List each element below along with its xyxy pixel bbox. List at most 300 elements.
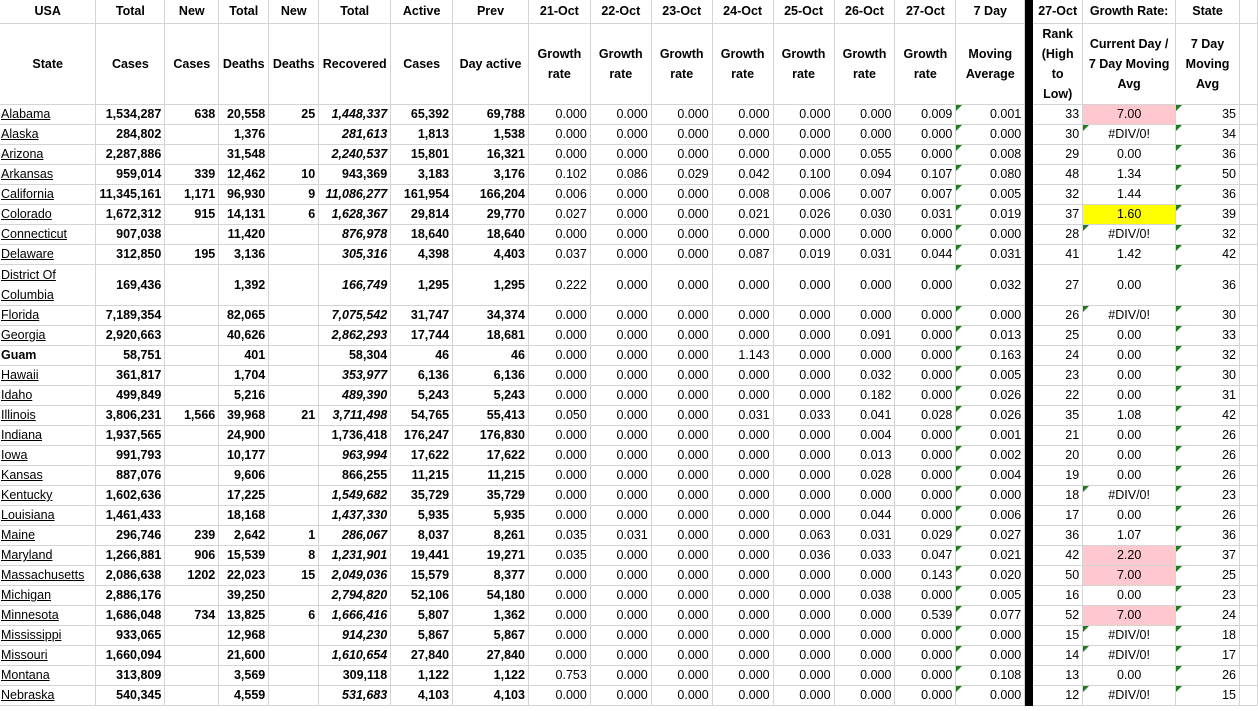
- total-cases-cell[interactable]: 499,849: [96, 386, 165, 406]
- growth-ratio-cell[interactable]: #DIV/0!: [1083, 626, 1176, 646]
- growth-ratio-cell[interactable]: 0.00: [1083, 466, 1176, 486]
- new-deaths-cell[interactable]: [269, 626, 319, 646]
- rank-cell[interactable]: 25: [1033, 326, 1083, 346]
- growth-rate-cell[interactable]: 0.000: [590, 506, 651, 526]
- growth-rate-cell[interactable]: 0.000: [651, 646, 712, 666]
- rank-cell[interactable]: 23: [1033, 366, 1083, 386]
- growth-rate-cell[interactable]: 0.000: [651, 606, 712, 626]
- prev-day-active-cell[interactable]: 4,103: [453, 686, 529, 706]
- growth-rate-cell[interactable]: 0.000: [590, 326, 651, 346]
- state-link[interactable]: Arizona: [0, 145, 96, 165]
- total-cases-cell[interactable]: 2,086,638: [96, 566, 165, 586]
- growth-rate-cell[interactable]: 0.000: [834, 125, 895, 145]
- total-deaths-cell[interactable]: 14,131: [219, 205, 269, 225]
- recovered-cell[interactable]: 305,316: [319, 245, 391, 265]
- prev-day-active-cell[interactable]: 1,362: [453, 606, 529, 626]
- growth-rate-cell[interactable]: 0.000: [528, 426, 590, 446]
- growth-rate-cell[interactable]: 0.086: [590, 165, 651, 185]
- moving-average-cell[interactable]: 0.027: [956, 526, 1025, 546]
- total-cases-cell[interactable]: 313,809: [96, 666, 165, 686]
- state-link[interactable]: Alaska: [0, 125, 96, 145]
- rank-cell[interactable]: 36: [1033, 526, 1083, 546]
- prev-day-active-cell[interactable]: 29,770: [453, 205, 529, 225]
- total-deaths-cell[interactable]: 40,626: [219, 326, 269, 346]
- growth-rate-cell[interactable]: 0.063: [773, 526, 834, 546]
- growth-rate-cell[interactable]: 0.000: [834, 105, 895, 125]
- moving-average-cell[interactable]: 0.013: [956, 326, 1025, 346]
- total-cases-cell[interactable]: 1,534,287: [96, 105, 165, 125]
- state-link[interactable]: Delaware: [0, 245, 96, 265]
- total-cases-cell[interactable]: 11,345,161: [96, 185, 165, 205]
- growth-ratio-cell[interactable]: #DIV/0!: [1083, 125, 1176, 145]
- growth-rate-cell[interactable]: 0.539: [895, 606, 956, 626]
- new-cases-cell[interactable]: [165, 326, 219, 346]
- new-deaths-cell[interactable]: [269, 686, 319, 706]
- recovered-cell[interactable]: 2,794,820: [319, 586, 391, 606]
- hdr-growth-rate[interactable]: Growth rate: [590, 24, 651, 105]
- growth-rate-cell[interactable]: 0.000: [528, 125, 590, 145]
- growth-rate-cell[interactable]: 0.026: [773, 205, 834, 225]
- total-cases-cell[interactable]: 991,793: [96, 446, 165, 466]
- hdr-deaths[interactable]: Deaths: [269, 24, 319, 105]
- growth-rate-cell[interactable]: 0.000: [651, 326, 712, 346]
- prev-day-active-cell[interactable]: 46: [453, 346, 529, 366]
- new-deaths-cell[interactable]: 1: [269, 526, 319, 546]
- moving-average-cell[interactable]: 0.031: [956, 245, 1025, 265]
- hdr-usa[interactable]: USA: [0, 0, 96, 24]
- growth-rate-cell[interactable]: 0.029: [651, 165, 712, 185]
- new-cases-cell[interactable]: 195: [165, 245, 219, 265]
- empty-cell[interactable]: [1239, 566, 1257, 586]
- growth-rate-cell[interactable]: 0.000: [590, 466, 651, 486]
- growth-rate-cell[interactable]: 0.037: [528, 245, 590, 265]
- growth-rate-cell[interactable]: 0.038: [834, 586, 895, 606]
- new-cases-cell[interactable]: 1202: [165, 566, 219, 586]
- rank-cell[interactable]: 28: [1033, 225, 1083, 245]
- growth-rate-cell[interactable]: 0.000: [712, 145, 773, 165]
- new-cases-cell[interactable]: [165, 446, 219, 466]
- moving-average-cell[interactable]: 0.008: [956, 145, 1025, 165]
- growth-rate-cell[interactable]: 0.000: [712, 566, 773, 586]
- growth-rate-cell[interactable]: 0.000: [712, 225, 773, 245]
- recovered-cell[interactable]: 1,666,416: [319, 606, 391, 626]
- empty-cell[interactable]: [1239, 245, 1257, 265]
- rank-cell[interactable]: 18: [1033, 486, 1083, 506]
- total-deaths-cell[interactable]: 4,559: [219, 686, 269, 706]
- growth-rate-cell[interactable]: 0.007: [895, 185, 956, 205]
- state-link[interactable]: Missouri: [0, 646, 96, 666]
- moving-average-cell[interactable]: 0.000: [956, 306, 1025, 326]
- growth-rate-cell[interactable]: 0.000: [712, 386, 773, 406]
- growth-rate-cell[interactable]: 0.006: [528, 185, 590, 205]
- state-link[interactable]: Connecticut: [0, 225, 96, 245]
- growth-rate-cell[interactable]: 0.000: [712, 486, 773, 506]
- state-link[interactable]: Michigan: [0, 586, 96, 606]
- total-cases-cell[interactable]: 933,065: [96, 626, 165, 646]
- growth-rate-cell[interactable]: 0.033: [834, 546, 895, 566]
- total-cases-cell[interactable]: 540,345: [96, 686, 165, 706]
- new-cases-cell[interactable]: [165, 486, 219, 506]
- new-cases-cell[interactable]: 915: [165, 205, 219, 225]
- state-7day-avg-cell[interactable]: 23: [1176, 586, 1240, 606]
- moving-average-cell[interactable]: 0.020: [956, 566, 1025, 586]
- rank-cell[interactable]: 50: [1033, 566, 1083, 586]
- growth-rate-cell[interactable]: 0.000: [712, 265, 773, 306]
- growth-rate-cell[interactable]: 0.000: [773, 466, 834, 486]
- recovered-cell[interactable]: 309,118: [319, 666, 391, 686]
- new-deaths-cell[interactable]: [269, 366, 319, 386]
- prev-day-active-cell[interactable]: 166,204: [453, 185, 529, 205]
- total-deaths-cell[interactable]: 39,968: [219, 406, 269, 426]
- growth-rate-cell[interactable]: 0.000: [895, 346, 956, 366]
- growth-ratio-cell[interactable]: 0.00: [1083, 506, 1176, 526]
- growth-rate-cell[interactable]: 0.000: [895, 466, 956, 486]
- new-deaths-cell[interactable]: [269, 265, 319, 306]
- growth-rate-cell[interactable]: 0.044: [895, 245, 956, 265]
- rank-cell[interactable]: 52: [1033, 606, 1083, 626]
- active-cases-cell[interactable]: 11,215: [391, 466, 453, 486]
- growth-rate-cell[interactable]: 0.000: [528, 225, 590, 245]
- growth-ratio-cell[interactable]: 7.00: [1083, 105, 1176, 125]
- total-deaths-cell[interactable]: 22,023: [219, 566, 269, 586]
- new-deaths-cell[interactable]: 8: [269, 546, 319, 566]
- state-7day-avg-cell[interactable]: 36: [1176, 526, 1240, 546]
- hdr-growth-rate[interactable]: Growth rate: [712, 24, 773, 105]
- growth-rate-cell[interactable]: 0.000: [590, 225, 651, 245]
- growth-rate-cell[interactable]: 0.000: [590, 666, 651, 686]
- growth-ratio-cell[interactable]: #DIV/0!: [1083, 486, 1176, 506]
- moving-average-cell[interactable]: 0.000: [956, 125, 1025, 145]
- state-link[interactable]: Florida: [0, 306, 96, 326]
- recovered-cell[interactable]: 489,390: [319, 386, 391, 406]
- growth-ratio-cell[interactable]: 7.00: [1083, 606, 1176, 626]
- growth-rate-cell[interactable]: 0.000: [895, 306, 956, 326]
- rank-cell[interactable]: 35: [1033, 406, 1083, 426]
- growth-rate-cell[interactable]: 0.000: [651, 225, 712, 245]
- growth-rate-cell[interactable]: 0.000: [895, 326, 956, 346]
- empty-cell[interactable]: [1239, 306, 1257, 326]
- state-7day-avg-cell[interactable]: 26: [1176, 506, 1240, 526]
- growth-rate-cell[interactable]: 0.000: [590, 546, 651, 566]
- active-cases-cell[interactable]: 4,103: [391, 686, 453, 706]
- growth-ratio-cell[interactable]: 0.00: [1083, 386, 1176, 406]
- state-7day-avg-cell[interactable]: 26: [1176, 446, 1240, 466]
- growth-rate-cell[interactable]: 0.182: [834, 386, 895, 406]
- empty-cell[interactable]: [1239, 346, 1257, 366]
- new-deaths-cell[interactable]: [269, 306, 319, 326]
- growth-rate-cell[interactable]: 0.000: [773, 346, 834, 366]
- growth-rate-cell[interactable]: 0.000: [528, 105, 590, 125]
- state-link[interactable]: Colorado: [0, 205, 96, 225]
- hdr-growth-rate[interactable]: Growth rate: [528, 24, 590, 105]
- new-deaths-cell[interactable]: 21: [269, 406, 319, 426]
- growth-rate-cell[interactable]: 0.000: [528, 466, 590, 486]
- state-7day-avg-cell[interactable]: 25: [1176, 566, 1240, 586]
- growth-ratio-cell[interactable]: 2.20: [1083, 546, 1176, 566]
- growth-rate-cell[interactable]: 0.000: [651, 586, 712, 606]
- total-deaths-cell[interactable]: 3,569: [219, 666, 269, 686]
- active-cases-cell[interactable]: 17,744: [391, 326, 453, 346]
- state-7day-avg-cell[interactable]: 37: [1176, 546, 1240, 566]
- hdr-cases[interactable]: Cases: [96, 24, 165, 105]
- growth-rate-cell[interactable]: 0.000: [712, 626, 773, 646]
- new-deaths-cell[interactable]: [269, 125, 319, 145]
- rank-cell[interactable]: 16: [1033, 586, 1083, 606]
- active-cases-cell[interactable]: 5,243: [391, 386, 453, 406]
- active-cases-cell[interactable]: 29,814: [391, 205, 453, 225]
- growth-rate-cell[interactable]: 0.000: [590, 386, 651, 406]
- prev-day-active-cell[interactable]: 69,788: [453, 105, 529, 125]
- growth-rate-cell[interactable]: 0.000: [651, 366, 712, 386]
- rank-cell[interactable]: 42: [1033, 546, 1083, 566]
- growth-rate-cell[interactable]: 0.753: [528, 666, 590, 686]
- new-deaths-cell[interactable]: [269, 346, 319, 366]
- growth-rate-cell[interactable]: 0.000: [712, 506, 773, 526]
- new-deaths-cell[interactable]: 15: [269, 566, 319, 586]
- moving-average-cell[interactable]: 0.000: [956, 225, 1025, 245]
- hdr-extra[interactable]: [1239, 24, 1257, 105]
- growth-rate-cell[interactable]: 0.035: [528, 526, 590, 546]
- state-link[interactable]: Minnesota: [0, 606, 96, 626]
- growth-rate-cell[interactable]: 0.000: [712, 366, 773, 386]
- state-link[interactable]: Massachusetts: [0, 566, 96, 586]
- growth-rate-cell[interactable]: 0.000: [528, 646, 590, 666]
- active-cases-cell[interactable]: 4,398: [391, 245, 453, 265]
- growth-rate-cell[interactable]: 0.000: [773, 626, 834, 646]
- prev-day-active-cell[interactable]: 18,640: [453, 225, 529, 245]
- state-link[interactable]: Mississippi: [0, 626, 96, 646]
- prev-day-active-cell[interactable]: 3,176: [453, 165, 529, 185]
- hdr-cases[interactable]: Cases: [391, 24, 453, 105]
- growth-rate-cell[interactable]: 0.000: [528, 566, 590, 586]
- growth-ratio-cell[interactable]: 0.00: [1083, 145, 1176, 165]
- total-cases-cell[interactable]: 361,817: [96, 366, 165, 386]
- active-cases-cell[interactable]: 176,247: [391, 426, 453, 446]
- growth-rate-cell[interactable]: 0.044: [834, 506, 895, 526]
- recovered-cell[interactable]: 7,075,542: [319, 306, 391, 326]
- hdr-rank[interactable]: Rank (High to Low): [1033, 24, 1083, 105]
- growth-rate-cell[interactable]: 0.000: [651, 406, 712, 426]
- empty-cell[interactable]: [1239, 646, 1257, 666]
- new-cases-cell[interactable]: [165, 346, 219, 366]
- total-deaths-cell[interactable]: 17,225: [219, 486, 269, 506]
- growth-rate-cell[interactable]: 0.000: [651, 306, 712, 326]
- growth-rate-cell[interactable]: 0.091: [834, 326, 895, 346]
- empty-cell[interactable]: [1239, 105, 1257, 125]
- new-cases-cell[interactable]: [165, 145, 219, 165]
- rank-cell[interactable]: 19: [1033, 466, 1083, 486]
- state-link[interactable]: Idaho: [0, 386, 96, 406]
- new-deaths-cell[interactable]: [269, 326, 319, 346]
- growth-rate-cell[interactable]: 0.036: [773, 546, 834, 566]
- moving-average-cell[interactable]: 0.163: [956, 346, 1025, 366]
- prev-day-active-cell[interactable]: 19,271: [453, 546, 529, 566]
- empty-cell[interactable]: [1239, 666, 1257, 686]
- empty-cell[interactable]: [1239, 506, 1257, 526]
- growth-rate-cell[interactable]: 0.000: [773, 366, 834, 386]
- growth-rate-cell[interactable]: 0.000: [712, 426, 773, 446]
- growth-rate-cell[interactable]: 0.000: [651, 526, 712, 546]
- growth-rate-cell[interactable]: 0.008: [712, 185, 773, 205]
- hdr-27-oct[interactable]: 27-Oct: [895, 0, 956, 24]
- growth-ratio-cell[interactable]: 0.00: [1083, 326, 1176, 346]
- total-cases-cell[interactable]: 284,802: [96, 125, 165, 145]
- growth-ratio-cell[interactable]: 1.34: [1083, 165, 1176, 185]
- total-deaths-cell[interactable]: 21,600: [219, 646, 269, 666]
- growth-rate-cell[interactable]: 0.000: [773, 486, 834, 506]
- growth-rate-cell[interactable]: 0.000: [590, 185, 651, 205]
- total-cases-cell[interactable]: 1,602,636: [96, 486, 165, 506]
- recovered-cell[interactable]: 943,369: [319, 165, 391, 185]
- growth-rate-cell[interactable]: 0.000: [651, 386, 712, 406]
- recovered-cell[interactable]: 1,628,367: [319, 205, 391, 225]
- empty-cell[interactable]: [1239, 406, 1257, 426]
- total-deaths-cell[interactable]: 12,462: [219, 165, 269, 185]
- hdr-day-active[interactable]: Day active: [453, 24, 529, 105]
- active-cases-cell[interactable]: 27,840: [391, 646, 453, 666]
- growth-rate-cell[interactable]: 0.000: [651, 245, 712, 265]
- growth-rate-cell[interactable]: 0.000: [834, 486, 895, 506]
- growth-rate-cell[interactable]: 0.000: [895, 125, 956, 145]
- hdr-7-day-moving-avg[interactable]: 7 Day Moving Avg: [1176, 24, 1240, 105]
- hdr-cases[interactable]: Cases: [165, 24, 219, 105]
- active-cases-cell[interactable]: 54,765: [391, 406, 453, 426]
- empty-cell[interactable]: [1239, 125, 1257, 145]
- total-cases-cell[interactable]: 887,076: [96, 466, 165, 486]
- empty-cell[interactable]: [1239, 366, 1257, 386]
- growth-rate-cell[interactable]: 0.000: [895, 646, 956, 666]
- prev-day-active-cell[interactable]: 8,377: [453, 566, 529, 586]
- new-deaths-cell[interactable]: [269, 486, 319, 506]
- rank-cell[interactable]: 26: [1033, 306, 1083, 326]
- rank-cell[interactable]: 22: [1033, 386, 1083, 406]
- growth-rate-cell[interactable]: 0.009: [895, 105, 956, 125]
- growth-rate-cell[interactable]: 0.000: [895, 626, 956, 646]
- state-7day-avg-cell[interactable]: 26: [1176, 466, 1240, 486]
- growth-ratio-cell[interactable]: 0.00: [1083, 346, 1176, 366]
- new-deaths-cell[interactable]: [269, 145, 319, 165]
- state-link[interactable]: Alabama: [0, 105, 96, 125]
- growth-rate-cell[interactable]: 0.000: [590, 586, 651, 606]
- hdr-24-oct[interactable]: 24-Oct: [712, 0, 773, 24]
- empty-cell[interactable]: [1239, 546, 1257, 566]
- new-deaths-cell[interactable]: [269, 386, 319, 406]
- new-cases-cell[interactable]: [165, 586, 219, 606]
- growth-rate-cell[interactable]: 0.000: [528, 586, 590, 606]
- new-deaths-cell[interactable]: [269, 646, 319, 666]
- total-cases-cell[interactable]: 2,886,176: [96, 586, 165, 606]
- growth-rate-cell[interactable]: 0.000: [590, 205, 651, 225]
- state-7day-avg-cell[interactable]: 42: [1176, 245, 1240, 265]
- total-cases-cell[interactable]: 907,038: [96, 225, 165, 245]
- growth-rate-cell[interactable]: 0.019: [773, 245, 834, 265]
- total-cases-cell[interactable]: 959,014: [96, 165, 165, 185]
- state-link[interactable]: Maryland: [0, 546, 96, 566]
- active-cases-cell[interactable]: 1,122: [391, 666, 453, 686]
- hdr-rank-date[interactable]: 27-Oct: [1033, 0, 1083, 24]
- growth-rate-cell[interactable]: 0.000: [773, 506, 834, 526]
- active-cases-cell[interactable]: 46: [391, 346, 453, 366]
- new-cases-cell[interactable]: [165, 426, 219, 446]
- moving-average-cell[interactable]: 0.001: [956, 105, 1025, 125]
- new-cases-cell[interactable]: 906: [165, 546, 219, 566]
- hdr-growth-rate[interactable]: Growth Rate:: [1083, 0, 1176, 24]
- growth-rate-cell[interactable]: 0.000: [651, 265, 712, 306]
- growth-rate-cell[interactable]: 0.000: [590, 626, 651, 646]
- growth-rate-cell[interactable]: 0.004: [834, 426, 895, 446]
- hdr-active-cases[interactable]: Active: [391, 0, 453, 24]
- total-deaths-cell[interactable]: 82,065: [219, 306, 269, 326]
- recovered-cell[interactable]: 1,549,682: [319, 486, 391, 506]
- growth-rate-cell[interactable]: 0.000: [773, 666, 834, 686]
- empty-cell[interactable]: [1239, 586, 1257, 606]
- total-cases-cell[interactable]: 1,937,565: [96, 426, 165, 446]
- growth-rate-cell[interactable]: 0.000: [834, 265, 895, 306]
- hdr-21-oct[interactable]: 21-Oct: [528, 0, 590, 24]
- state-7day-avg-cell[interactable]: 24: [1176, 606, 1240, 626]
- state-7day-avg-cell[interactable]: 50: [1176, 165, 1240, 185]
- new-deaths-cell[interactable]: [269, 666, 319, 686]
- growth-rate-cell[interactable]: 0.000: [590, 125, 651, 145]
- state-7day-avg-cell[interactable]: 18: [1176, 626, 1240, 646]
- growth-rate-cell[interactable]: 0.100: [773, 165, 834, 185]
- state-7day-avg-cell[interactable]: 34: [1176, 125, 1240, 145]
- growth-rate-cell[interactable]: 0.050: [528, 406, 590, 426]
- recovered-cell[interactable]: 281,613: [319, 125, 391, 145]
- growth-rate-cell[interactable]: 0.000: [773, 386, 834, 406]
- growth-rate-cell[interactable]: 0.000: [528, 626, 590, 646]
- growth-rate-cell[interactable]: 0.000: [651, 346, 712, 366]
- rank-cell[interactable]: 37: [1033, 205, 1083, 225]
- total-cases-cell[interactable]: 296,746: [96, 526, 165, 546]
- hdr-current-day-ratio[interactable]: Current Day / 7 Day Moving Avg: [1083, 24, 1176, 105]
- rank-cell[interactable]: 41: [1033, 245, 1083, 265]
- hdr-total-recovered[interactable]: Total: [319, 0, 391, 24]
- growth-rate-cell[interactable]: 0.000: [651, 446, 712, 466]
- state-7day-avg-cell[interactable]: 30: [1176, 306, 1240, 326]
- empty-cell[interactable]: [1239, 205, 1257, 225]
- total-deaths-cell[interactable]: 1,392: [219, 265, 269, 306]
- prev-day-active-cell[interactable]: 1,122: [453, 666, 529, 686]
- prev-day-active-cell[interactable]: 27,840: [453, 646, 529, 666]
- new-deaths-cell[interactable]: [269, 506, 319, 526]
- growth-rate-cell[interactable]: 0.000: [773, 606, 834, 626]
- growth-rate-cell[interactable]: 0.000: [590, 346, 651, 366]
- growth-rate-cell[interactable]: 0.000: [895, 506, 956, 526]
- growth-ratio-cell[interactable]: 1.08: [1083, 406, 1176, 426]
- active-cases-cell[interactable]: 35,729: [391, 486, 453, 506]
- growth-rate-cell[interactable]: 0.000: [651, 546, 712, 566]
- state-link[interactable]: Nebraska: [0, 686, 96, 706]
- total-deaths-cell[interactable]: 11,420: [219, 225, 269, 245]
- growth-rate-cell[interactable]: 0.007: [834, 185, 895, 205]
- moving-average-cell[interactable]: 0.002: [956, 446, 1025, 466]
- empty-cell[interactable]: [1239, 626, 1257, 646]
- recovered-cell[interactable]: 2,862,293: [319, 326, 391, 346]
- growth-rate-cell[interactable]: 0.000: [651, 145, 712, 165]
- prev-day-active-cell[interactable]: 8,261: [453, 526, 529, 546]
- new-deaths-cell[interactable]: [269, 466, 319, 486]
- growth-rate-cell[interactable]: 0.000: [834, 606, 895, 626]
- empty-cell[interactable]: [1239, 426, 1257, 446]
- recovered-cell[interactable]: 531,683: [319, 686, 391, 706]
- growth-rate-cell[interactable]: 0.000: [895, 486, 956, 506]
- moving-average-cell[interactable]: 0.026: [956, 406, 1025, 426]
- growth-rate-cell[interactable]: 0.013: [834, 446, 895, 466]
- recovered-cell[interactable]: 1,231,901: [319, 546, 391, 566]
- total-cases-cell[interactable]: 1,461,433: [96, 506, 165, 526]
- state-7day-avg-cell[interactable]: 36: [1176, 185, 1240, 205]
